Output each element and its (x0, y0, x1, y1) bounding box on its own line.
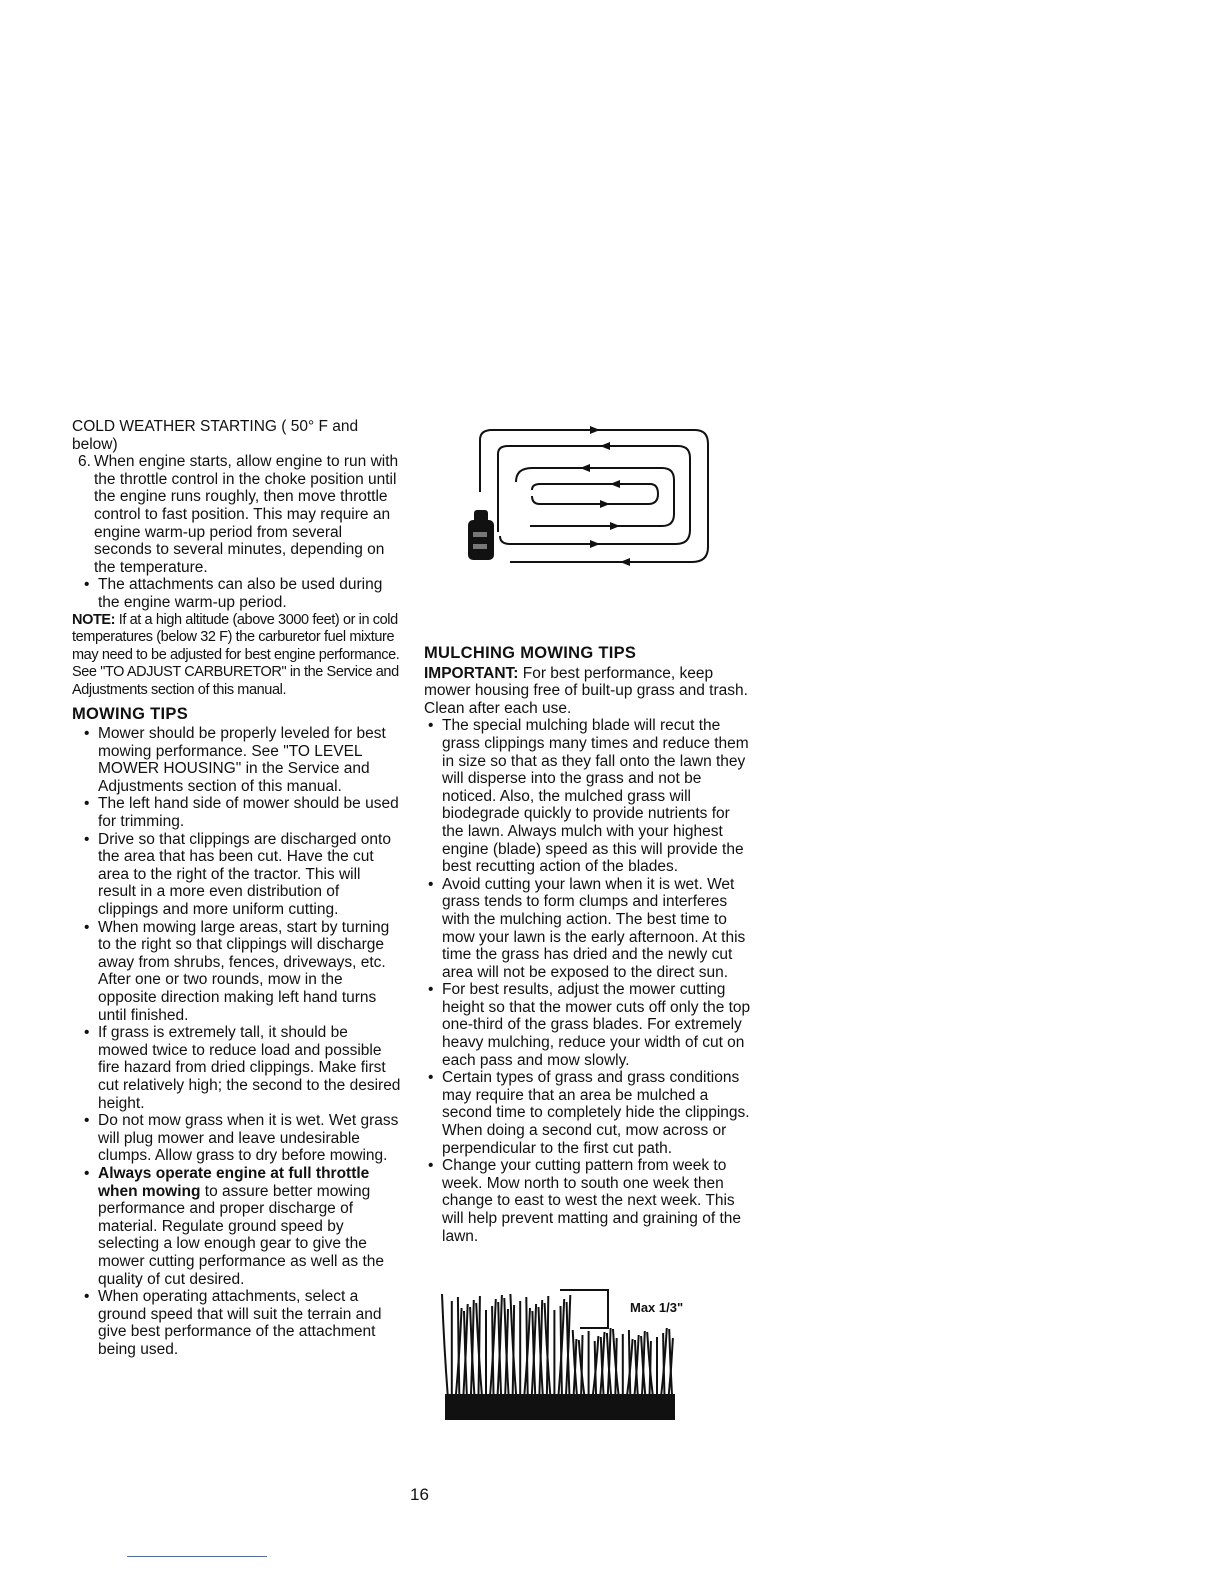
list-item: • Avoid cutting your lawn when it is wet. Wet grass tends to form clumps and interferes with the mulching action. The best time to mow your lawn is the early afternoon. At this time the grass has dried and the newly cut area will not be exposed to the direct sun. (424, 876, 754, 982)
grass-blade (526, 1297, 528, 1399)
page-number: 16 (410, 1485, 429, 1504)
list-item: • The left hand side of mower should be used for trimming. (72, 795, 402, 830)
grass-blade (492, 1306, 494, 1399)
mowing-pattern-diagram (440, 422, 730, 572)
important-note (424, 665, 754, 718)
list-item (72, 1165, 402, 1288)
list-item: • When operating attachments, select a ground speed that will suit the terrain and give best performance of the attachment being used. (72, 1288, 402, 1358)
list-item: • The special mulching blade will recut the grass clippings many times and reduce them in size so that as they fall onto the lawn they will disperse into the grass and not be noticed. Also, the mulched grass will biodegrade quickly to provide nutrients for the lawn. Always mulch with your highest engine (blade) speed as this will provide the best recutting action of the blades. (424, 717, 754, 875)
max-cut-label: Max 1/3" (630, 1300, 684, 1315)
note-text: If at a high altitude (above 3000 feet) or in cold temperatures (below 32 F) the carburetor fuel mixture may need to be adjusted for best engine performance. See "TO ADJUST CARBURETOR" in the Service and Adjustments section of this manual. (72, 611, 400, 698)
note-label: NOTE: (72, 611, 116, 628)
list-item: • When mowing large areas, start by turning to the right so that clippings will discharge away from shrubs, fences, driveways, etc. After one or two rounds, mow in the opposite direction making left hand turns until finished. (72, 919, 402, 1025)
warmup-list (72, 576, 402, 611)
mowing-tips-list (72, 725, 402, 1358)
grass-blade (458, 1297, 460, 1399)
carburetor-note (72, 612, 402, 700)
right-column (424, 645, 754, 1245)
list-item: • Change your cutting pattern from week to week. Mow north to south one week then change to east to west the next week. This will help prevent matting and graining of the lawn. (424, 1157, 754, 1245)
tractor-icon (468, 510, 494, 560)
throttle-bold: Always operate engine at full throttle when mowing (98, 1164, 370, 1200)
list-item: • If grass is extremely tall, it should be mowed twice to reduce load and possible fire hazard from dried clippings. Make first cut relatively high; the second to the desired height. (72, 1024, 402, 1112)
left-column (72, 418, 402, 1358)
list-item: • Do not mow grass when it is wet. Wet grass will plug mower and leave undesirable clumps. Allow grass to dry before mowing. (72, 1112, 402, 1165)
step-number: 6. (78, 453, 91, 471)
list-item: • Mower should be properly leveled for best mowing performance. See "TO LEVEL MOWER HOUSING" in the Service and Adjustments section of this manual. (72, 725, 402, 795)
list-item: • For best results, adjust the mower cutting height so that the mower cuts off only the top one-third of the grass blades. For extremely heavy mulching, reduce your width of cut on each pass and mow slowly. (424, 981, 754, 1069)
important-text: For best performance, keep mower housing free of built-up grass and trash. Clean after each use. (424, 664, 748, 717)
step-6 (72, 453, 402, 576)
mowing-tips-heading: MOWING TIPS (72, 704, 189, 723)
list-item: • Drive so that clippings are discharged onto the area that has been cut. Have the cut area to the right of the tractor. This will result in a more even distribution of clippings and more uniform cutting. (72, 831, 402, 919)
list-item: • The attachments can also be used during the engine warm-up period. (72, 576, 402, 611)
cold-weather-heading: COLD WEATHER STARTING ( 50° F and below) (72, 418, 359, 453)
list-item: • Certain types of grass and grass conditions may require that an area be mulched a second time to completely hide the clippings. When doing a second cut, mow across or perpendicular to the first cut path. (424, 1069, 754, 1157)
step-text: When engine starts, allow engine to run with the throttle control in the choke position until the engine runs roughly, then move throttle control to fast position. This may require an engine warm-up period from several seconds to several minutes, depending on the temperature. (94, 453, 399, 576)
mulching-tips-heading: MULCHING MOWING TIPS (424, 644, 637, 662)
grass-blade (663, 1333, 665, 1399)
grass-blade (561, 1306, 563, 1399)
footer-rule (127, 1556, 267, 1557)
mulching-tips-list (424, 717, 754, 1245)
important-label: IMPORTANT: (424, 664, 519, 682)
throttle-text: to assure better mowing performance and proper discharge of material. Regulate ground speed by selecting a low enough gear to give the mower cutting performance as well as the quality of cut desired. (98, 1182, 385, 1288)
grass-blade (629, 1330, 631, 1399)
grass-blade (442, 1294, 448, 1399)
grass-blade (595, 1341, 597, 1399)
